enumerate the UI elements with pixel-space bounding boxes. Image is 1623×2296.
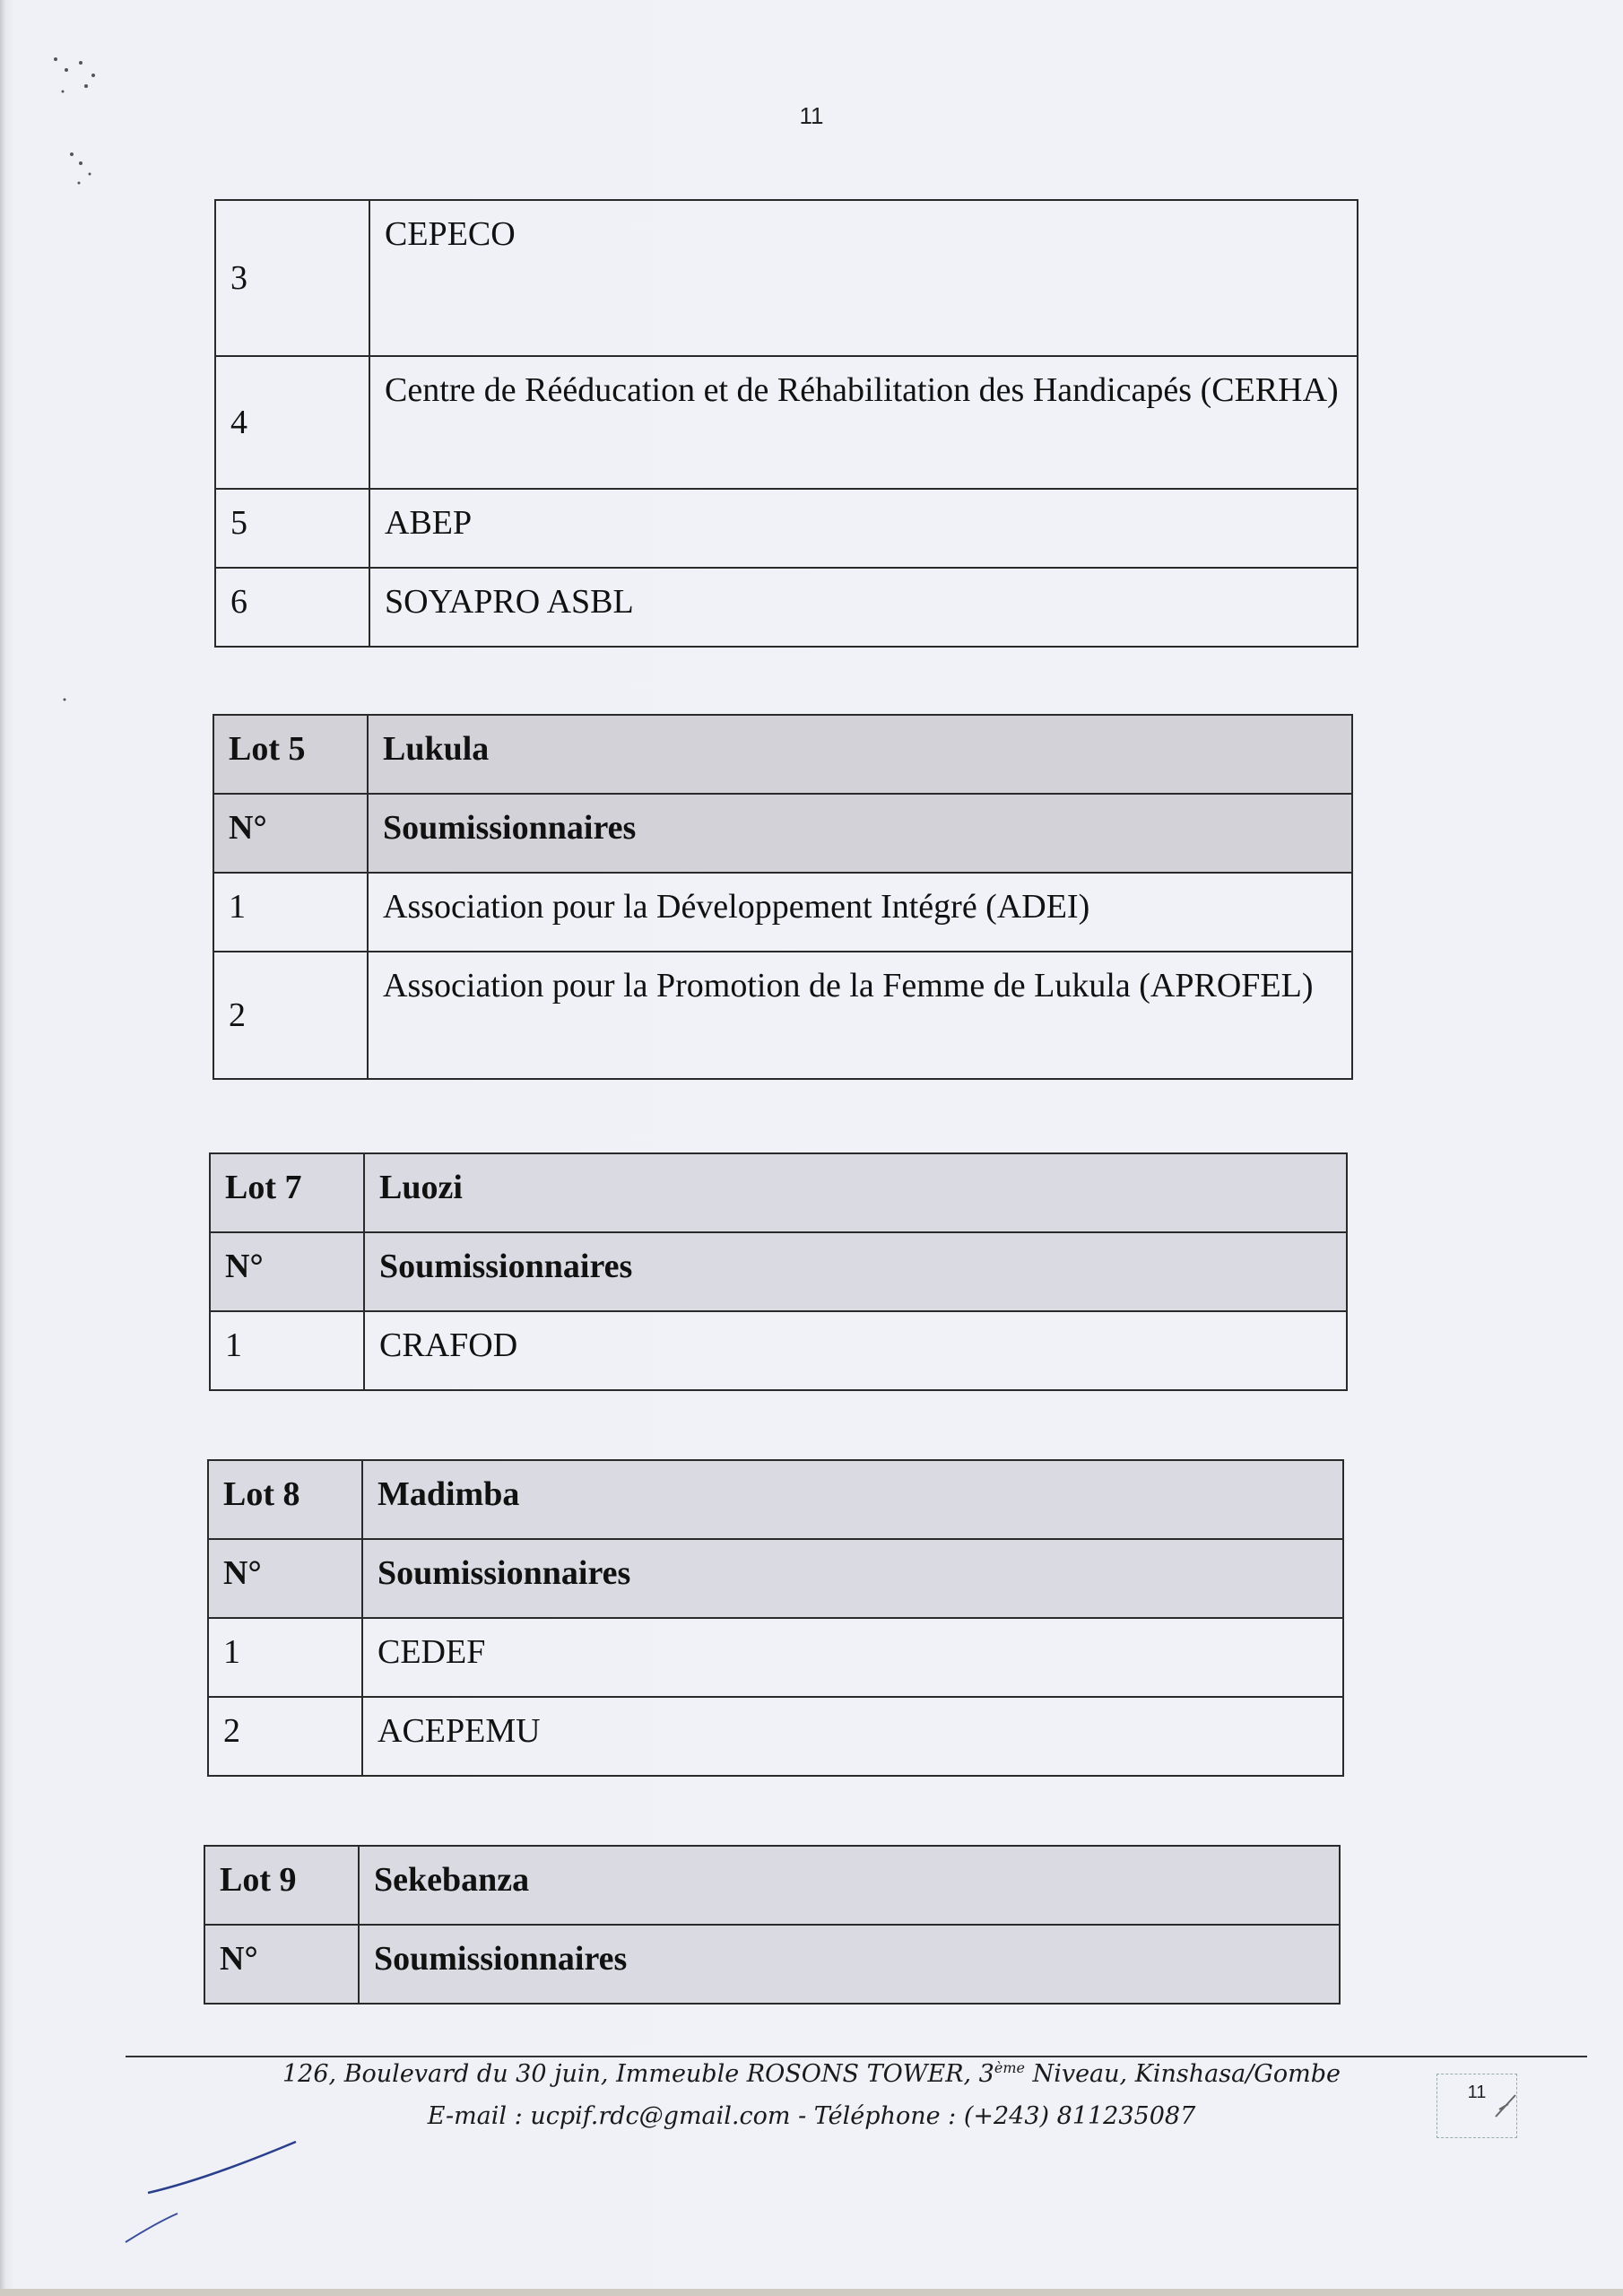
- lot-location: Madimba: [362, 1460, 1343, 1539]
- bidder-name: SOYAPRO ASBL: [369, 568, 1358, 647]
- punch-marks: [54, 57, 95, 701]
- bidder-name: CEDEF: [362, 1618, 1343, 1697]
- lot-location: Sekebanza: [359, 1846, 1340, 1925]
- footer-contact: E-mail : ucpif.rdc@gmail.com - Téléphone : (+243) 811235087: [427, 2102, 1196, 2130]
- lot-label: Lot 7: [210, 1153, 364, 1232]
- lot-location: Lukula: [368, 715, 1352, 794]
- row-number: 1: [208, 1618, 362, 1697]
- bidder-name: CEPECO: [369, 200, 1358, 356]
- column-header-bidders: Soumissionnaires: [359, 1925, 1340, 2004]
- column-header-bidders: Soumissionnaires: [364, 1232, 1347, 1311]
- column-header-number: N°: [213, 794, 368, 873]
- initials-stroke: [148, 2142, 296, 2193]
- lot-label: Lot 9: [204, 1846, 359, 1925]
- stamp-corner-mark: [1496, 2095, 1515, 2117]
- bidder-name: ACEPEMU: [362, 1697, 1343, 1776]
- initials-stroke-2: [126, 2213, 178, 2242]
- row-number: 5: [215, 489, 369, 568]
- row-number: 2: [208, 1697, 362, 1776]
- bidder-name: ABEP: [369, 489, 1358, 568]
- row-number: 6: [215, 568, 369, 647]
- footer-address-prefix: 126, Boulevard du 30 juin, Immeuble ROSONS TOWER, 3: [282, 2060, 994, 2088]
- footer-address-sup: ème: [994, 2059, 1025, 2076]
- row-number: 3: [215, 200, 369, 356]
- row-number: 1: [210, 1311, 364, 1390]
- lot-label: Lot 5: [213, 715, 368, 794]
- column-header-number: N°: [204, 1925, 359, 2004]
- row-number: 2: [213, 952, 368, 1079]
- bidder-name: Centre de Rééducation et de Réhabilitation des Handicapés (CERHA): [369, 356, 1358, 489]
- row-number: 1: [213, 873, 368, 952]
- column-header-number: N°: [208, 1539, 362, 1618]
- column-header-number: N°: [210, 1232, 364, 1311]
- footer-address-suffix: Niveau, Kinshasa/Gombe: [1024, 2060, 1341, 2088]
- row-number: 4: [215, 356, 369, 489]
- lot-location: Luozi: [364, 1153, 1347, 1232]
- column-header-bidders: Soumissionnaires: [362, 1539, 1343, 1618]
- stamp-number: 11: [1467, 2083, 1487, 2102]
- bidder-name: Association pour la Développement Intégré (ADEI): [368, 873, 1352, 952]
- bidder-name: CRAFOD: [364, 1311, 1347, 1390]
- column-header-bidders: Soumissionnaires: [368, 794, 1352, 873]
- lot-label: Lot 8: [208, 1460, 362, 1539]
- bidder-name: Association pour la Promotion de la Femme de Lukula (APROFEL): [368, 952, 1352, 1079]
- page-number: 11: [799, 102, 824, 129]
